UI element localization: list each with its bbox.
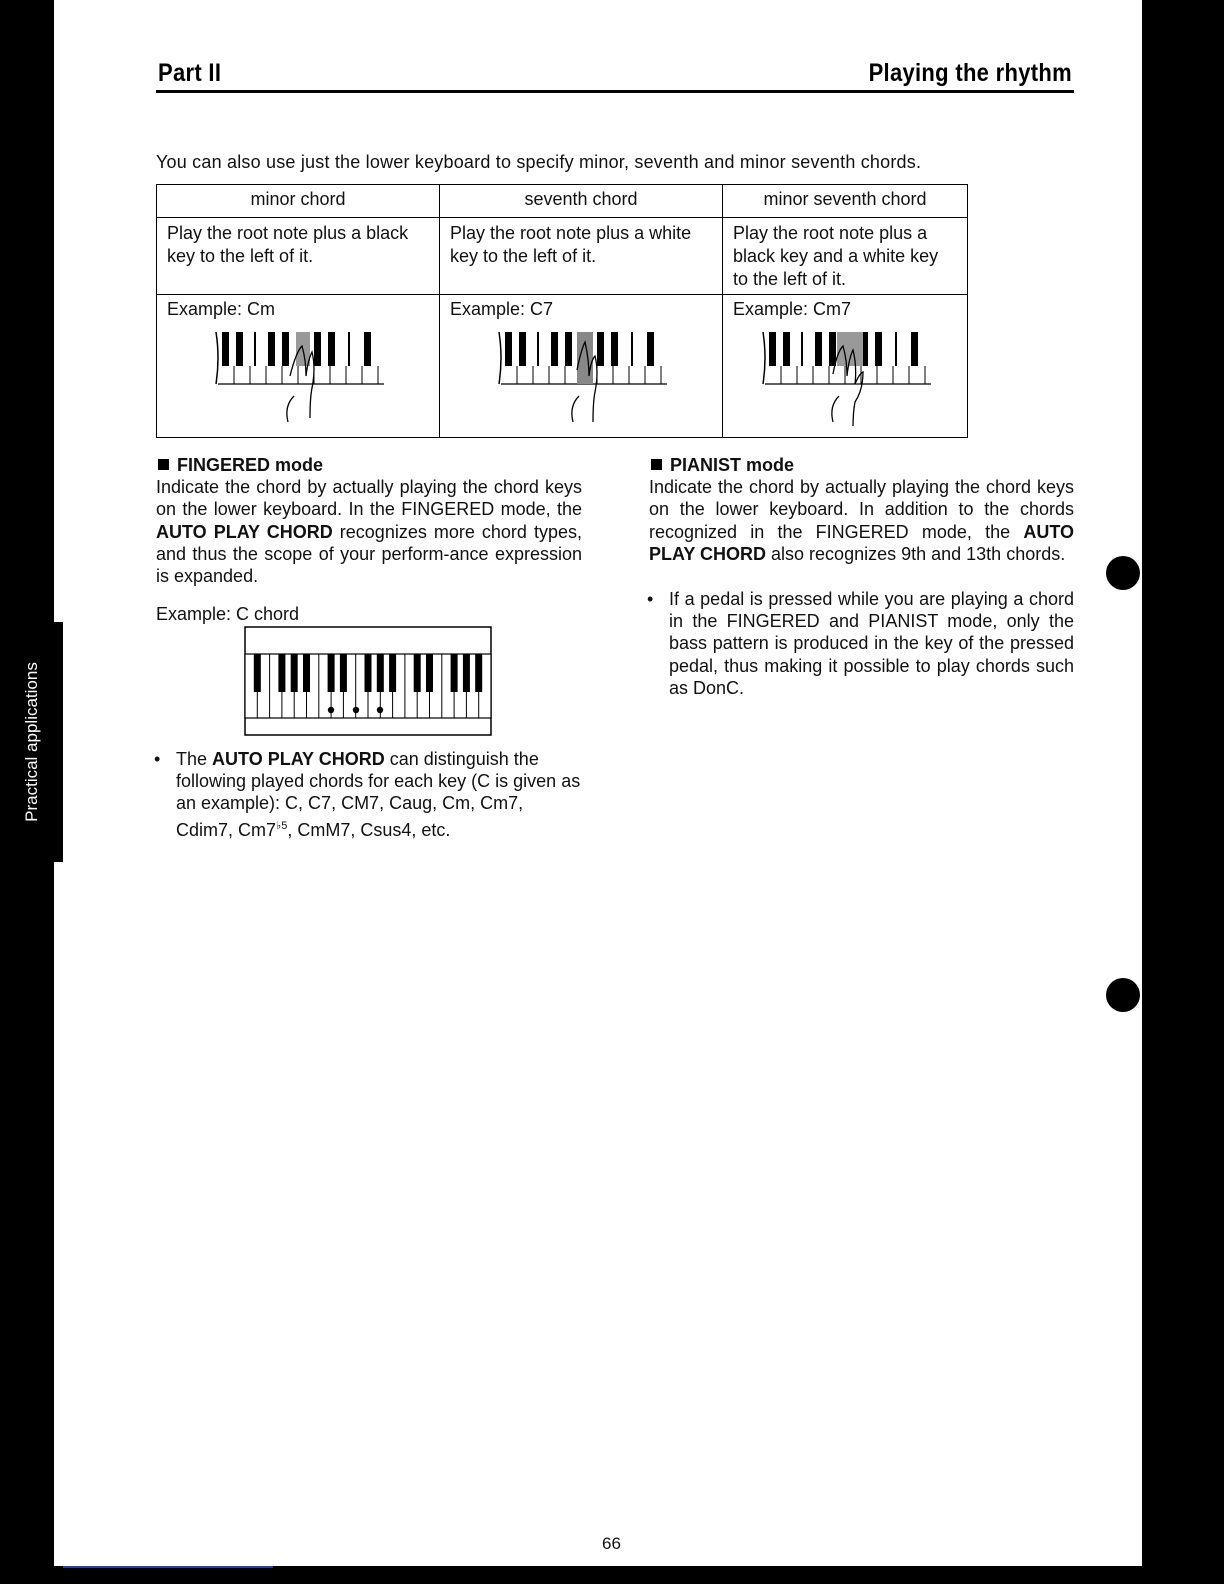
section-title: Playing the rhythm <box>868 58 1072 87</box>
example-label-minor: Example: Cm <box>167 299 276 319</box>
example-cell-minor <box>157 295 440 438</box>
manual-page <box>54 0 1142 1566</box>
desc-seventh: Play the root note plus a white key to the left of it. <box>440 218 723 295</box>
part-label: Part II <box>158 58 222 87</box>
table-desc-row <box>157 218 968 295</box>
side-tab <box>0 622 63 862</box>
bullet-dot: • <box>154 749 161 769</box>
pianist-heading: PIANIST mode <box>649 454 1074 476</box>
binder-hole <box>1106 978 1140 1012</box>
fingered-section <box>156 454 582 625</box>
keyboard-hand-illustration-cm7 <box>745 326 945 426</box>
example-label-seventh: Example: C7 <box>450 299 554 319</box>
fingered-body: Indicate the chord by actually playing the chord keys on the lower keyboard. In the FINGERED mode, the AUTO PLAY CHORD recognizes more chord types, and thus the scope of your perform-ance expression is expanded. <box>156 477 582 587</box>
header-minor-seventh-chord: minor seventh chord <box>723 185 968 218</box>
example-label-minor-seventh: Example: Cm7 <box>733 299 852 319</box>
header-rule <box>156 90 1074 93</box>
intro-text: You can also use just the lower keyboard to specify minor, seventh and minor seventh chords. <box>156 152 922 172</box>
keyboard-hand-illustration-c7 <box>481 326 681 426</box>
c-chord-keyboard-illustration <box>244 626 492 738</box>
square-bullet-icon <box>651 459 662 470</box>
chord-table <box>156 184 968 438</box>
pianist-bullet: • If a pedal is pressed while you are playing a chord in the FINGERED and PIANIST mode, only the bass pattern is produced in the key of the pressed pedal, thus making it possible to play chords such as DonC. <box>647 589 1074 698</box>
keyboard-hand-illustration-cm <box>198 326 398 426</box>
fingered-bullet: • The AUTO PLAY CHORD can distinguish the following played chords for each key (C is given as an example): C, C7, CM7, Caug, Cm, Cm7, Cdim7, $Cm7^{♭5}$, CmM7, Csus4, etc. <box>154 749 581 840</box>
pianist-body: Indicate the chord by actually playing the chord keys on the lower keyboard. In addition to the chords recognized in the FINGERED mode, the AUTO PLAY CHORD also recognizes 9th and 13th chords. <box>649 477 1074 564</box>
example-cell-seventh <box>440 295 723 438</box>
c-chord-example-label: Example: C chord <box>156 604 300 625</box>
square-bullet-icon <box>158 459 169 470</box>
side-tab-label: Practical applications <box>21 662 41 822</box>
fingered-heading: FINGERED mode <box>156 454 582 476</box>
desc-minor: Play the root note plus a black key to the left of it. <box>157 218 440 295</box>
table-header-row <box>157 185 968 218</box>
binder-hole <box>1106 556 1140 590</box>
scan-edge-line <box>63 1566 273 1568</box>
header-minor-chord: minor chord <box>157 185 440 218</box>
example-cell-minor-seventh <box>723 295 968 438</box>
header-seventh-chord: seventh chord <box>440 185 723 218</box>
table-example-row <box>157 295 968 438</box>
desc-minor-seventh: Play the root note plus a black key and a white key to the left of it. <box>723 218 968 295</box>
page-number: 66 <box>602 1534 621 1553</box>
bullet-dot: • <box>647 589 654 609</box>
pianist-section <box>649 454 1074 565</box>
